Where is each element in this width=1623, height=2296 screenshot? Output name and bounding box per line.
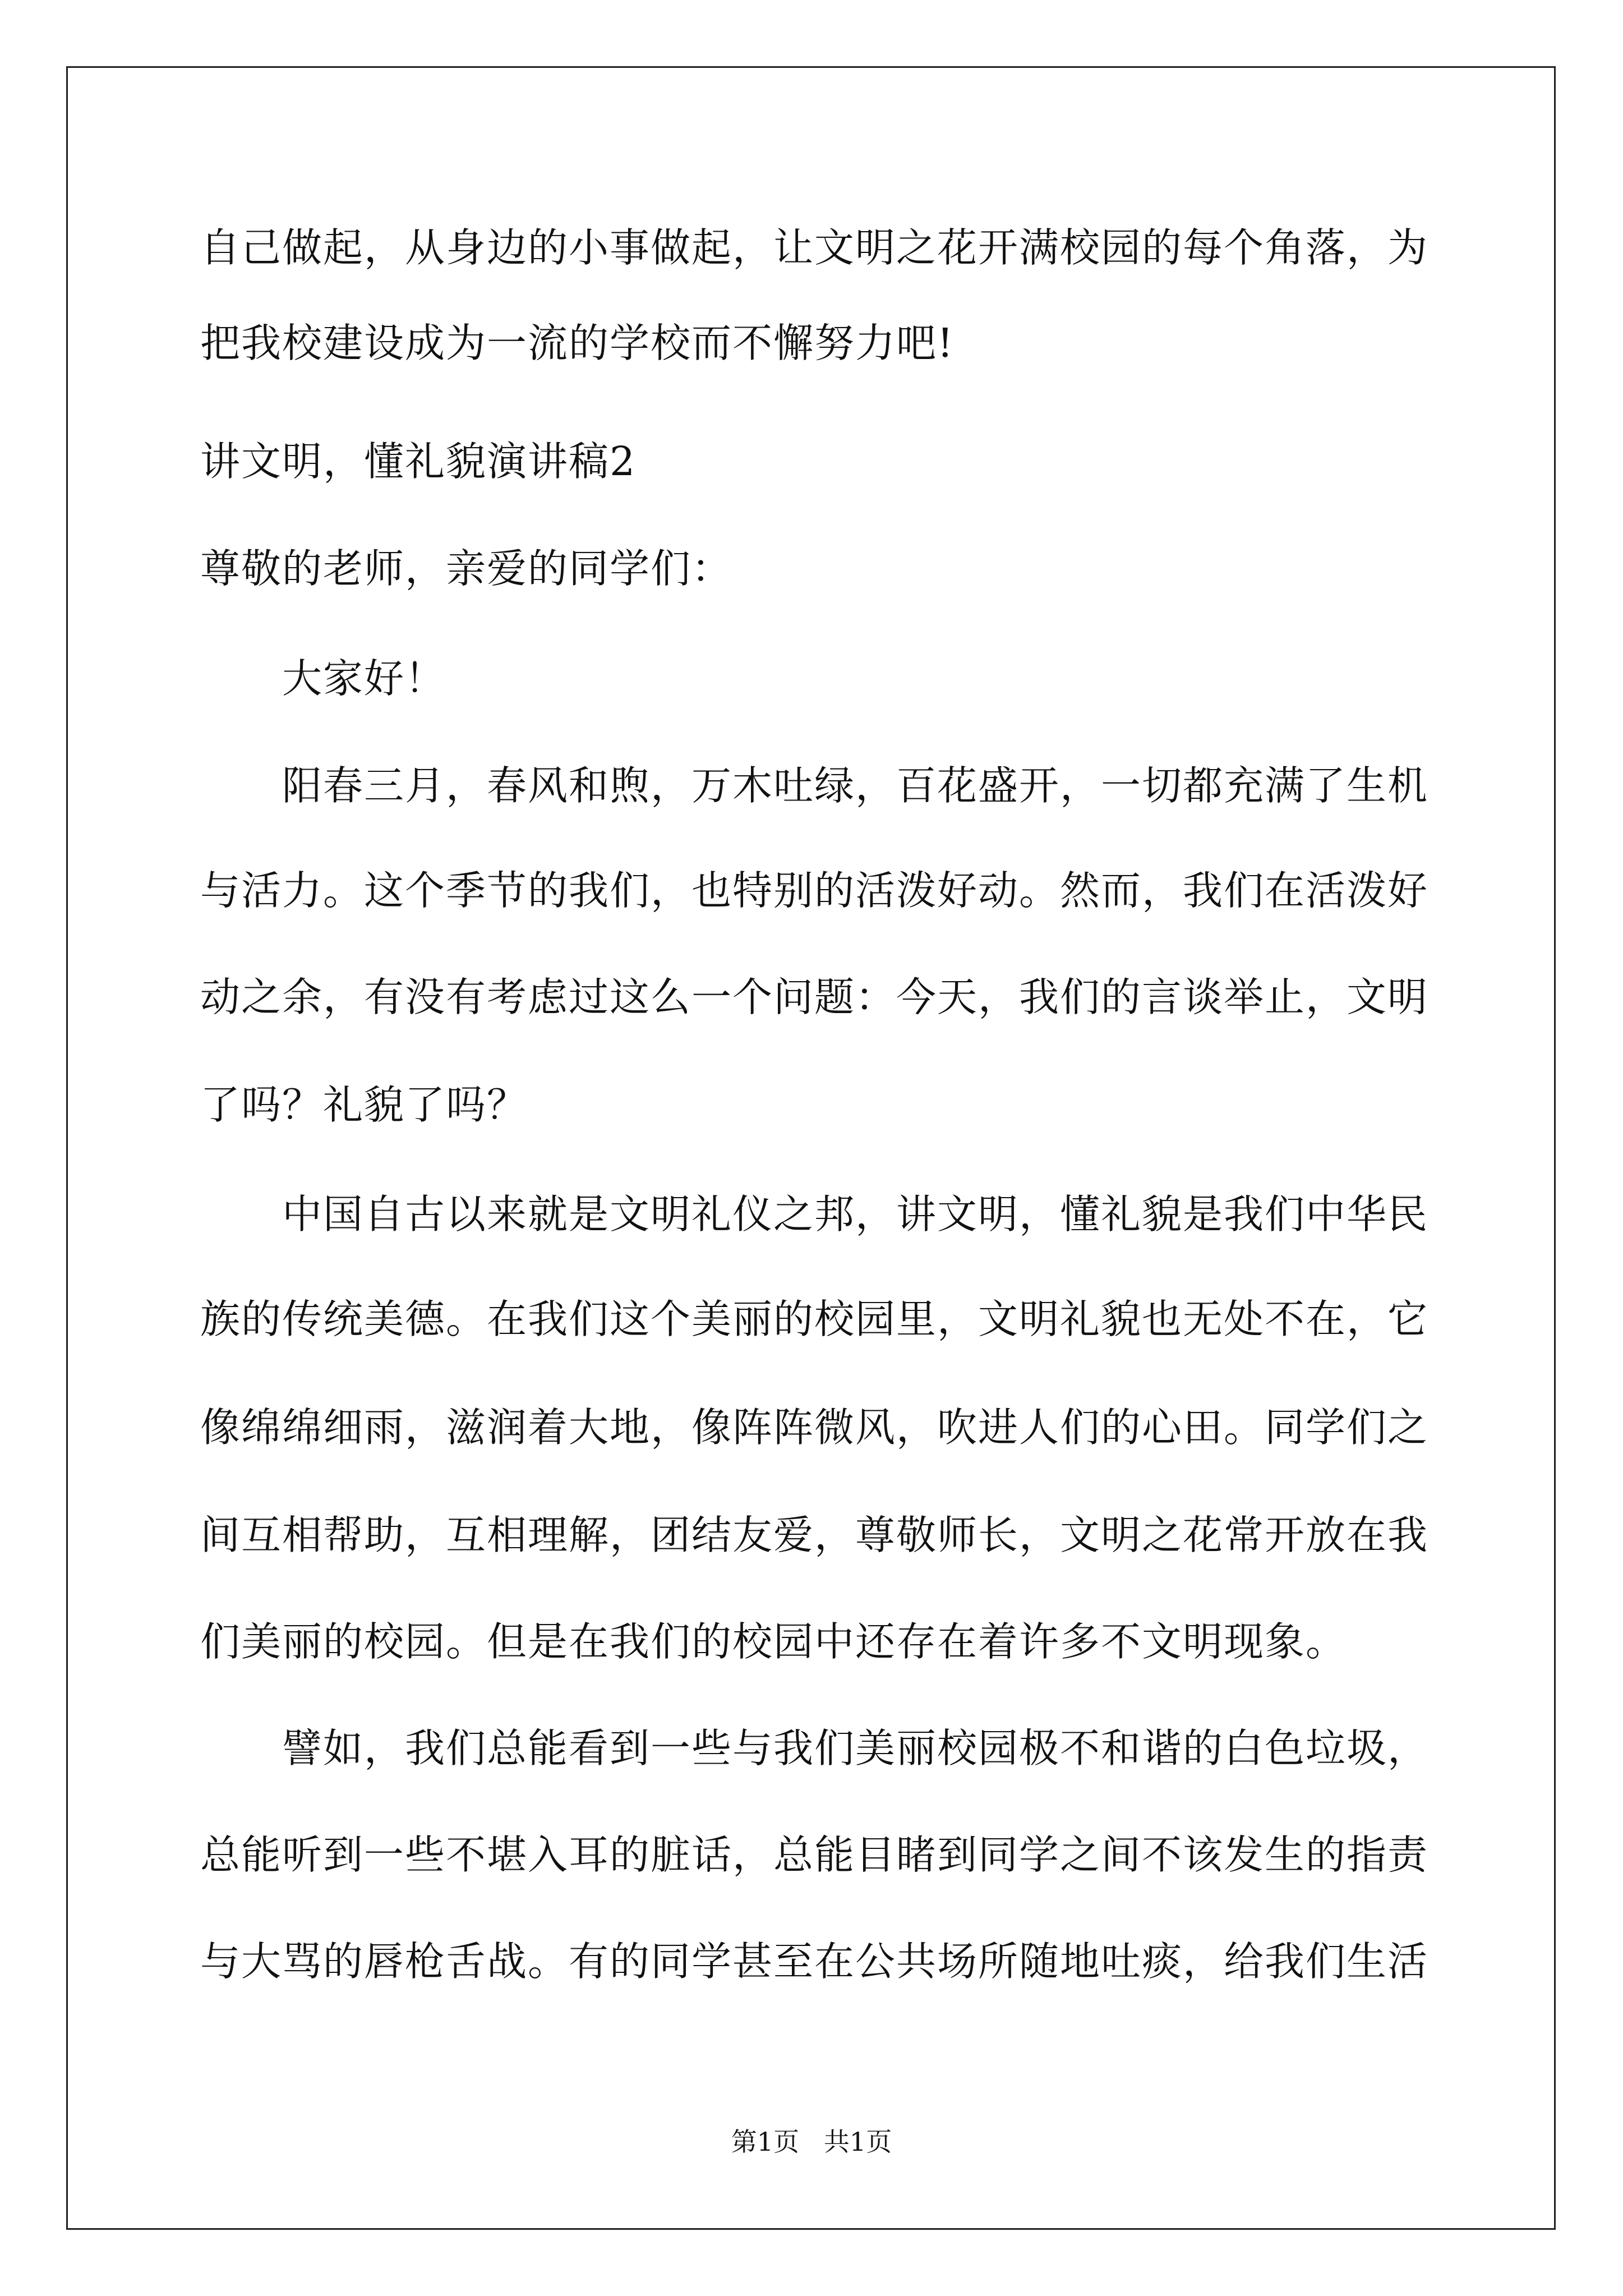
paragraph-line: 譬如，我们总能看到一些与我们美丽校园极不和谐的白色垃圾， bbox=[282, 1725, 1429, 1772]
paragraph-line: 阳春三月，春风和煦，万木吐绿，百花盛开，一切都充满了生机 bbox=[282, 762, 1429, 809]
section-title: 讲文明，懂礼貌演讲稿2 bbox=[200, 438, 637, 485]
paragraph-line: 动之余，有没有考虑过这么一个问题：今天，我们的言谈举止，文明 bbox=[200, 974, 1429, 1020]
page-border bbox=[66, 66, 1556, 2230]
paragraph-line: 总能听到一些不堪入耳的脏话，总能目睹到同学之间不该发生的指责 bbox=[200, 1832, 1429, 1878]
paragraph-line: 像绵绵细雨，滋润着大地，像阵阵微风，吹进人们的心田。同学们之 bbox=[200, 1404, 1429, 1451]
paragraph-line: 们美丽的校园。但是在我们的校园中还存在着许多不文明现象。 bbox=[200, 1618, 1347, 1665]
body-line: 把我校建设成为一流的学校而不懈努力吧! bbox=[200, 320, 955, 366]
body-line: 自己做起，从身边的小事做起，让文明之花开满校园的每个角落，为 bbox=[200, 224, 1429, 271]
greeting: 大家好！ bbox=[282, 655, 446, 702]
paragraph-line: 与大骂的唇枪舌战。有的同学甚至在公共场所随地吐痰，给我们生活 bbox=[200, 1938, 1429, 1985]
salutation: 尊敬的老师，亲爱的同学们： bbox=[200, 545, 733, 592]
paragraph-line: 间互相帮助，互相理解，团结友爱，尊敬师长，文明之花常开放在我 bbox=[200, 1512, 1429, 1558]
paragraph-line: 与活力。这个季节的我们，也特别的活泼好动。然而，我们在活泼好 bbox=[200, 867, 1429, 914]
paragraph-line: 族的传统美德。在我们这个美丽的校园里，文明礼貌也无处不在，它 bbox=[200, 1296, 1429, 1342]
paragraph-line: 了吗？礼貌了吗？ bbox=[200, 1082, 528, 1128]
paragraph-line: 中国自古以来就是文明礼仪之邦，讲文明，懂礼貌是我们中华民 bbox=[282, 1191, 1429, 1237]
page-footer: 第1页 共1页 bbox=[731, 2127, 892, 2157]
